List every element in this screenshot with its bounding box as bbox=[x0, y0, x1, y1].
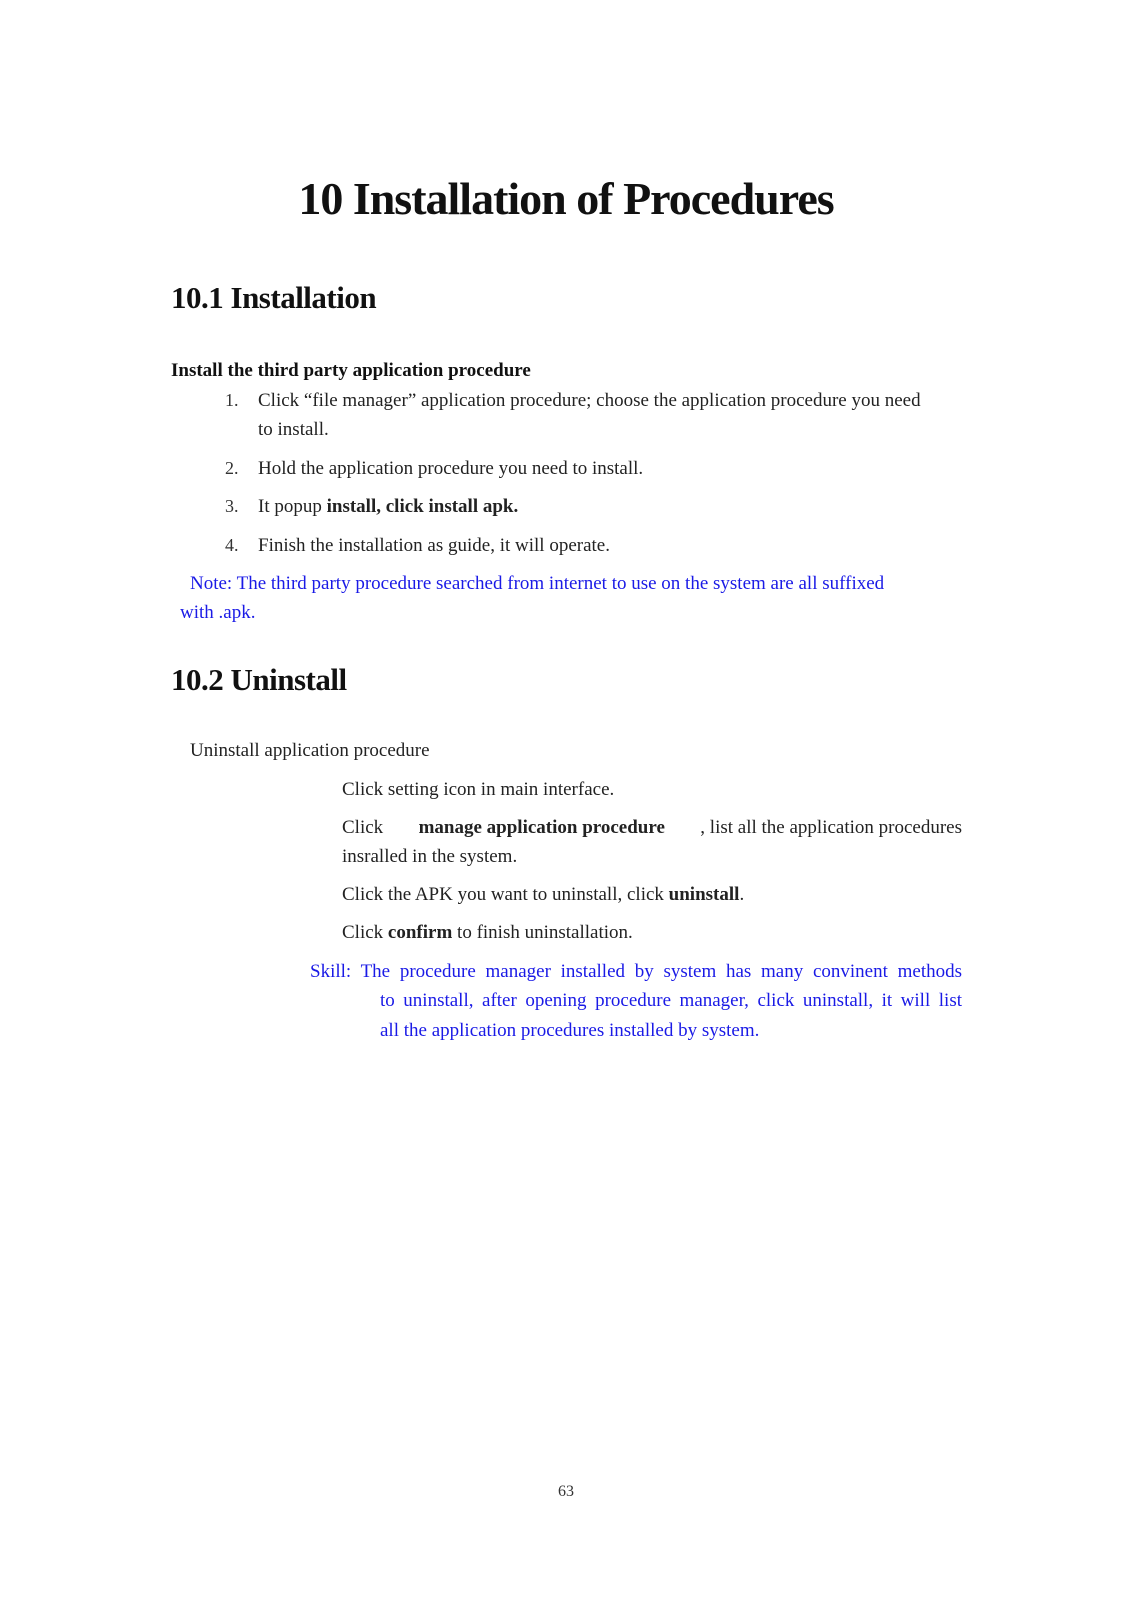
uninstall-step-text bbox=[342, 817, 962, 839]
install-note-continued: with .apk. bbox=[180, 602, 256, 623]
install-step-emphasis: install, click install apk. bbox=[326, 496, 519, 517]
uninstall-step-text bbox=[342, 922, 633, 944]
uninstall-skill-tip: Skill: The procedure manager installed by system has many convinent methods bbox=[310, 961, 962, 982]
chapter-title: 10 Installation of Procedures bbox=[298, 173, 834, 224]
uninstall-step-emphasis: uninstall bbox=[668, 884, 740, 905]
uninstall-step-prefix: Click bbox=[342, 922, 388, 943]
uninstall-skill-tip-continued: to uninstall, after opening procedure manager, click uninstall, it will list bbox=[380, 990, 962, 1011]
install-step-text bbox=[258, 496, 518, 518]
section-heading-installation: 10.1 Installation bbox=[171, 280, 377, 315]
install-step-text: Click “file manager” application procedure; choose the application procedure you need bbox=[258, 390, 921, 411]
uninstall-step-text bbox=[342, 884, 744, 906]
install-step-text-prefix: It popup bbox=[258, 496, 327, 517]
install-note: Note: The third party procedure searched from internet to use on the system are all suffixed bbox=[190, 573, 885, 594]
install-step-text: Hold the application procedure you need to install. bbox=[258, 458, 644, 479]
uninstall-step-emphasis: confirm bbox=[387, 922, 453, 943]
uninstall-step-emphasis: manage application procedure bbox=[418, 817, 665, 838]
uninstall-step-rest: , list all the application procedures bbox=[700, 817, 962, 838]
install-step-text-continued: to install. bbox=[258, 419, 329, 440]
install-step-number: 4. bbox=[225, 535, 239, 555]
uninstall-intro: Uninstall application procedure bbox=[190, 740, 430, 761]
install-step-number: 3. bbox=[225, 496, 239, 516]
uninstall-step-prefix: Click the APK you want to uninstall, click bbox=[342, 884, 669, 905]
uninstall-step-text-continued: insralled in the system. bbox=[342, 846, 518, 867]
page-number: 63 bbox=[558, 1483, 574, 1500]
uninstall-step-suffix: to finish uninstallation. bbox=[452, 922, 633, 943]
uninstall-skill-tip-continued: all the application procedures installed by system. bbox=[380, 1020, 760, 1041]
install-step-number: 2. bbox=[225, 458, 239, 478]
install-step-number: 1. bbox=[225, 390, 239, 410]
uninstall-step-suffix: . bbox=[739, 884, 745, 905]
uninstall-step-lead-word: Click bbox=[342, 817, 384, 838]
section-heading-uninstall: 10.2 Uninstall bbox=[171, 662, 347, 697]
install-subheading: Install the third party application procedure bbox=[171, 360, 531, 381]
uninstall-step-text: Click setting icon in main interface. bbox=[342, 779, 615, 800]
install-step-text: Finish the installation as guide, it will operate. bbox=[258, 535, 610, 556]
